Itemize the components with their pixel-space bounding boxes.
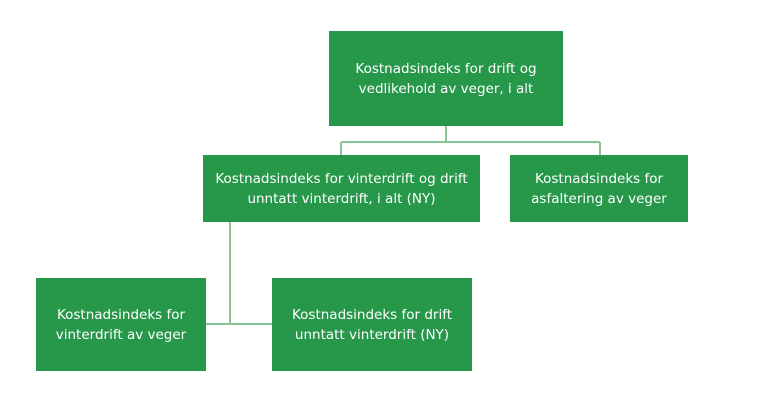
- node-vinterdrift-av-veger: [36, 278, 206, 371]
- node-vinterdrift-av-veger-label: Kostnadsindeks for vinterdrift av veger: [55, 306, 187, 343]
- node-drift-unntatt-vinterdrift-label: Kostnadsindeks for drift unntatt vinterdrift (NY): [291, 306, 453, 343]
- node-drift-unntatt-vinterdrift: [272, 278, 472, 371]
- node-root-label: Kostnadsindeks for drift og vedlikehold av veger, i alt: [355, 60, 537, 97]
- node-asfaltering-label: Kostnadsindeks for asfaltering av veger: [531, 170, 667, 207]
- node-asfaltering: [510, 155, 688, 222]
- node-vinterdrift-og-drift-i-alt: [203, 155, 480, 222]
- node-vinterdrift-og-drift-i-alt-label: Kostnadsindeks for vinterdrift og drift unntatt vinterdrift, i alt (NY): [215, 170, 468, 207]
- node-root-drift-vedlikehold: [329, 31, 563, 126]
